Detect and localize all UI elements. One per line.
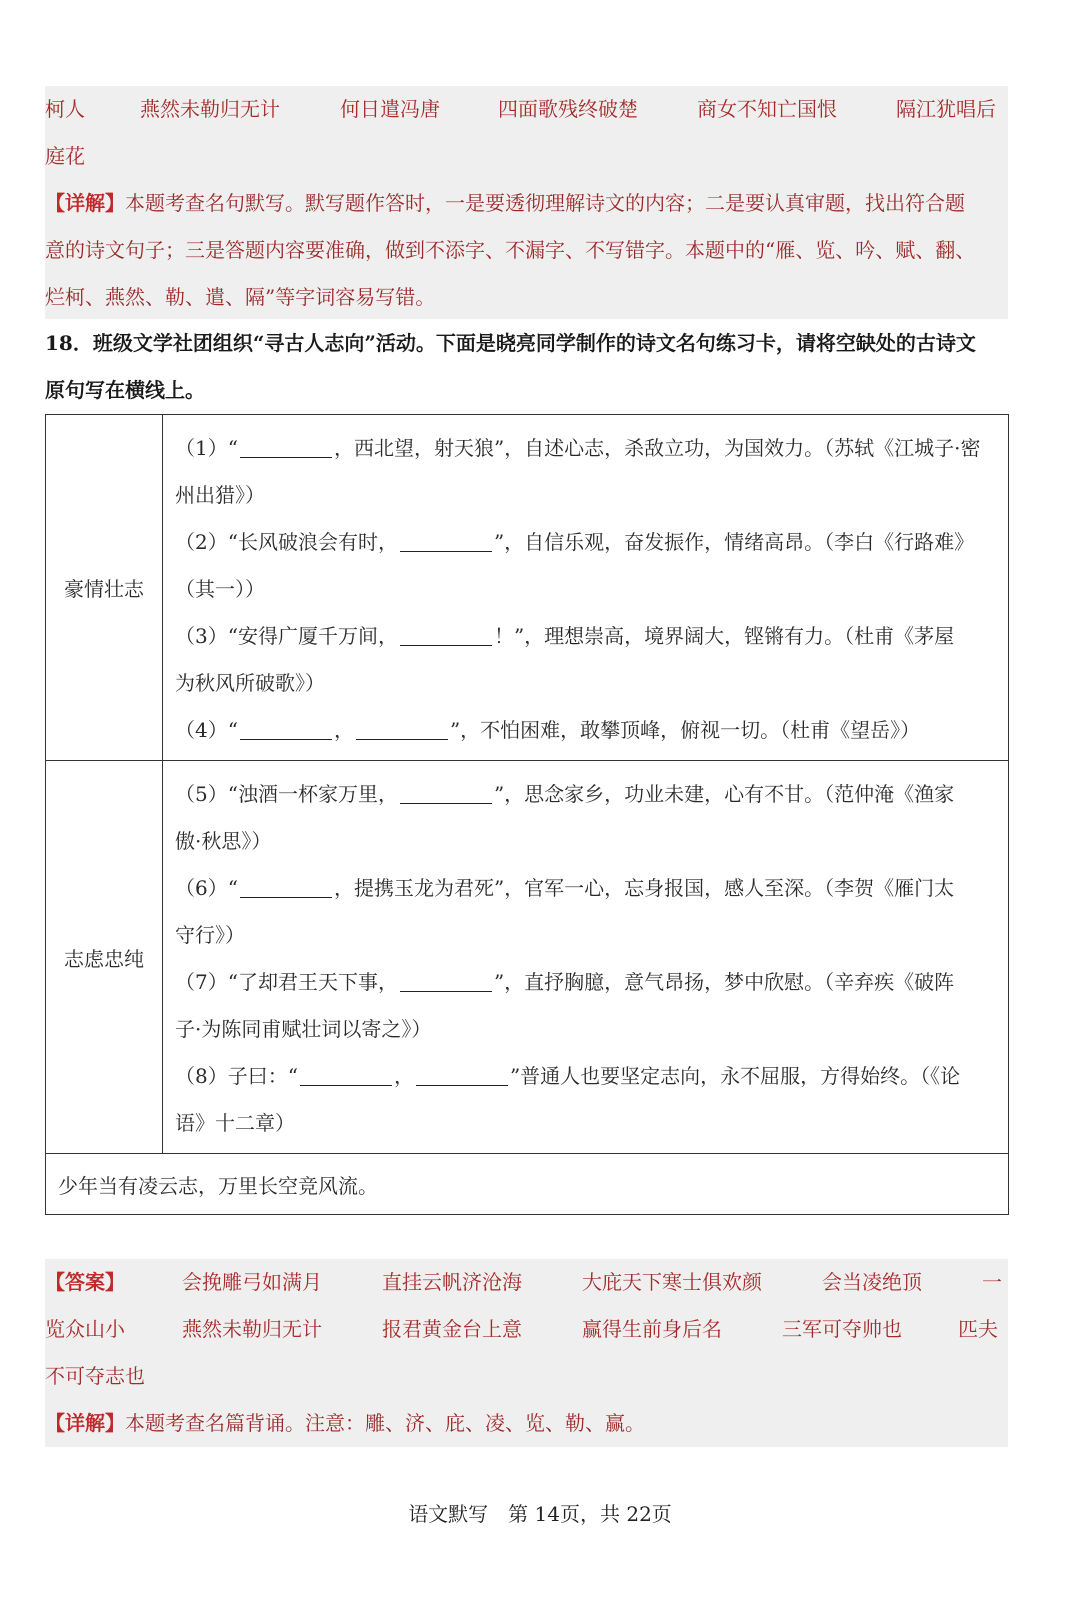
detail-line-1: 【详解】本题考查名句默写。默写题作答时，一是要透彻理解诗文的内容；二是要认真审题，找出符合题	[45, 191, 965, 215]
item-4: （4）“ ， ”，不怕困难，敢攀顶峰，俯视一切。（杜甫《望岳》）	[175, 718, 921, 742]
answer-item: 燕然未勒归无计	[182, 1317, 322, 1341]
item-1: （1）“ ，西北望，射天狼”，自述心志，杀敌立功，为国效力。（苏轼《江城子·密 州出猎》）	[175, 436, 981, 507]
answer-item: 商女不知亡国恨	[697, 97, 837, 121]
item-7: （7）“了却君王天下事， ”，直抒胸臆，意气昂扬，梦中欣慰。（辛弃疾《破阵 子·为陈同甫赋壮词以寄之》）	[175, 970, 955, 1041]
blank-line[interactable]	[400, 969, 492, 992]
answer-item: 燕然未勒归无计	[140, 97, 280, 121]
answer-row-3: 不可夺志也	[45, 1364, 145, 1388]
items-cell	[163, 415, 1009, 761]
blank-line[interactable]	[300, 1063, 392, 1086]
answer-item: 览众山小	[45, 1317, 125, 1341]
answer-item: 四面歌残终破楚	[498, 97, 638, 121]
blank-line[interactable]	[400, 781, 492, 804]
item-5: （5）“浊酒一杯家万里， ”，思念家乡，功业未建，心有不甘。（范仲淹《渔家 傲·秋思》）	[175, 782, 955, 853]
item-2: （2）“长风破浪会有时， ”，自信乐观，奋发振作，情绪高昂。（李白《行路难》 （其一））	[175, 530, 975, 601]
page-footer: 语文默写 第 14页，共 22页	[408, 1502, 672, 1526]
blank-line[interactable]	[400, 623, 492, 646]
blank-line[interactable]	[240, 435, 332, 458]
item-8: （8）子曰：“ ， ”普通人也要坚定志向，永不屈服，方得始终。（《论 语》十二章）	[175, 1064, 961, 1135]
answer-item: 赢得生前身后名	[582, 1317, 722, 1341]
detail-label: 【详解】	[45, 1411, 125, 1435]
card-footer-text: 少年当有凌云志，万里长空竞风流。	[46, 1154, 1009, 1215]
previous-answer-box	[45, 86, 1008, 319]
group-row-1	[46, 415, 1009, 761]
answer-item: 会当凌绝顶	[822, 1270, 922, 1294]
blank-line[interactable]	[240, 717, 332, 740]
answer-item: 隔江犹唱后	[896, 97, 996, 121]
question-line-2: 原句写在横线上。	[45, 378, 205, 402]
answer-item: 直挂云帆济沧海	[382, 1270, 522, 1294]
answer-item: 三军可夺帅也	[782, 1317, 902, 1341]
items-cell	[163, 761, 1009, 1154]
answer-item: 柯人	[45, 97, 85, 121]
answer-detail: 【详解】本题考查名篇背诵。注意：雕、济、庇、凌、览、勒、赢。	[45, 1411, 645, 1435]
blank-line[interactable]	[356, 717, 448, 740]
blank-line[interactable]	[240, 875, 332, 898]
item-3: （3）“安得广厦千万间， ！”，理想崇高，境界阔大，铿锵有力。（杜甫《茅屋 为秋风所破歌》）	[175, 624, 955, 695]
answer-item: 何日遣冯唐	[340, 97, 440, 121]
detail-label: 【详解】	[45, 191, 125, 215]
answer-label: 【答案】	[45, 1270, 125, 1294]
blank-line[interactable]	[400, 529, 492, 552]
item-6: （6）“ ，提携玉龙为君死”，官军一心，忘身报国，感人至深。（李贺《雁门太 守行》）	[175, 876, 955, 947]
answer-row-2: 庭花	[45, 144, 85, 168]
detail-line-3: 烂柯、燕然、勒、遣、隔”等字词容易写错。	[45, 285, 436, 309]
category-cell: 志虑忠纯	[46, 761, 163, 1154]
question-18	[45, 320, 1020, 414]
answer-item: 一	[982, 1270, 1002, 1294]
answer-item: 会挽雕弓如满月	[182, 1270, 322, 1294]
answer-item: 匹夫	[958, 1317, 998, 1341]
answer-row-1	[45, 86, 1008, 133]
answer-row-2	[45, 1306, 1008, 1353]
group-row-2	[46, 761, 1009, 1154]
answer-row-1	[45, 1259, 1008, 1306]
answer-item: 报君黄金台上意	[382, 1317, 522, 1341]
practice-card-table	[45, 414, 1009, 1215]
card-footer-row	[46, 1154, 1009, 1215]
blank-line[interactable]	[416, 1063, 508, 1086]
answer-item: 大庇天下寒士俱欢颜	[582, 1270, 762, 1294]
answer-box	[45, 1259, 1008, 1447]
question-line-1: 18．班级文学社团组织“寻古人志向”活动。下面是晓亮同学制作的诗文名句练习卡，请将空缺处的古诗文	[45, 331, 976, 355]
category-cell: 豪情壮志	[46, 415, 163, 761]
detail-line-2: 意的诗文句子；三是答题内容要准确，做到不添字、不漏字、不写错字。本题中的“雁、览、吟、赋、翻、	[45, 238, 976, 262]
